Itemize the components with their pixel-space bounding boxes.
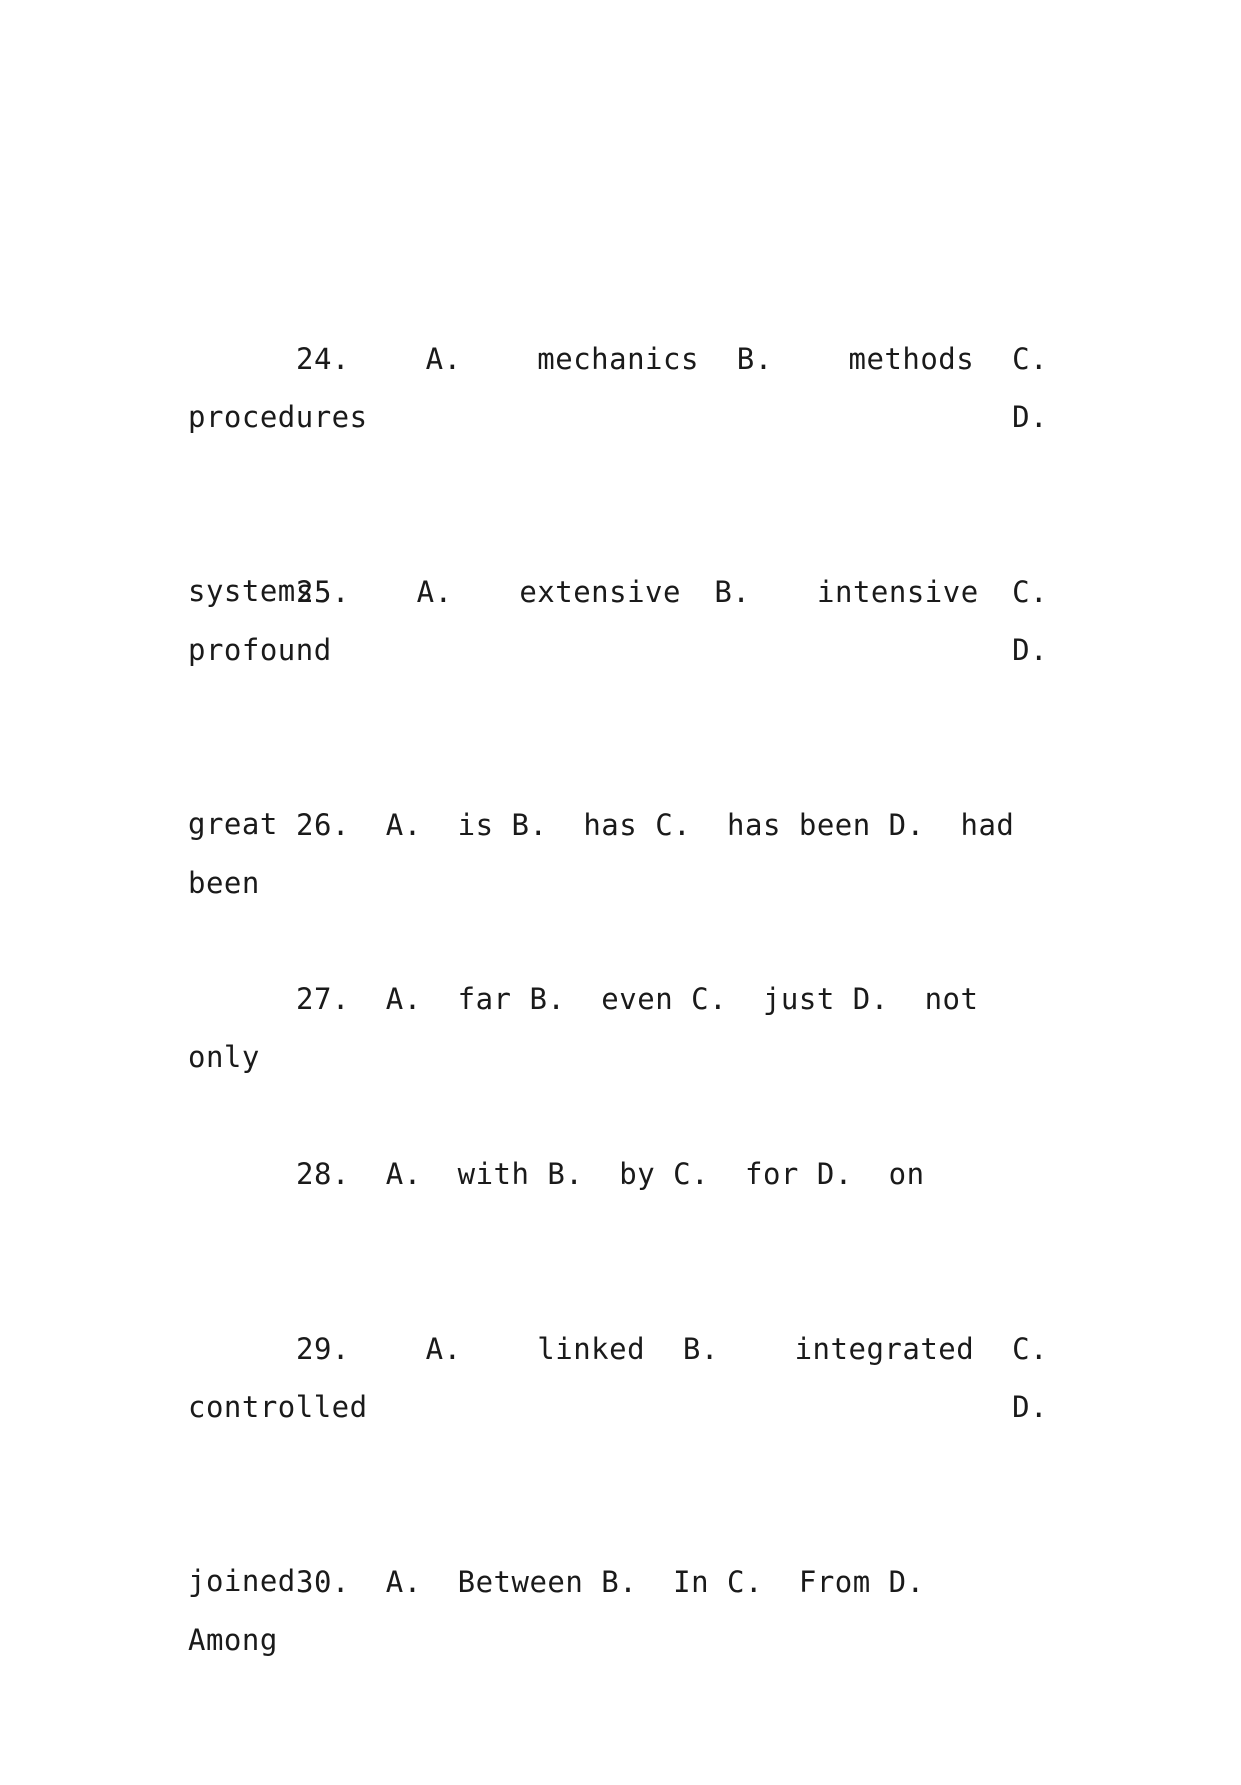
question-26-options: 26. A. is B. has C. has been D. had been (188, 808, 1033, 900)
question-25-line-2: great (188, 807, 278, 841)
question-29-options: 29. A. linked B. integrated C. controlled D. (188, 1332, 1084, 1424)
question-28-options: 28. A. with B. by C. for D. on (296, 1157, 925, 1191)
question-24-options: 24. A. mechanics B. methods C. procedures D. (188, 342, 1084, 434)
question-24-line-1 (188, 330, 1084, 446)
question-25-options: 25. A. extensive B. intensive C. profound D. (188, 575, 1084, 667)
question-30-options: 30. A. Between B. In C. From D. Among (188, 1565, 961, 1657)
question-24-line-2: systems (188, 574, 314, 608)
question-25-line-1 (188, 563, 1084, 679)
question-30 (188, 1437, 1048, 1785)
question-29-line-2: joined (188, 1564, 296, 1598)
question-28-line-1 (188, 1145, 1048, 1203)
question-29-line-1 (188, 1320, 1084, 1436)
question-30-line-1 (188, 1553, 1048, 1669)
question-27-options: 27. A. far B. even C. just D. not only (188, 982, 997, 1074)
